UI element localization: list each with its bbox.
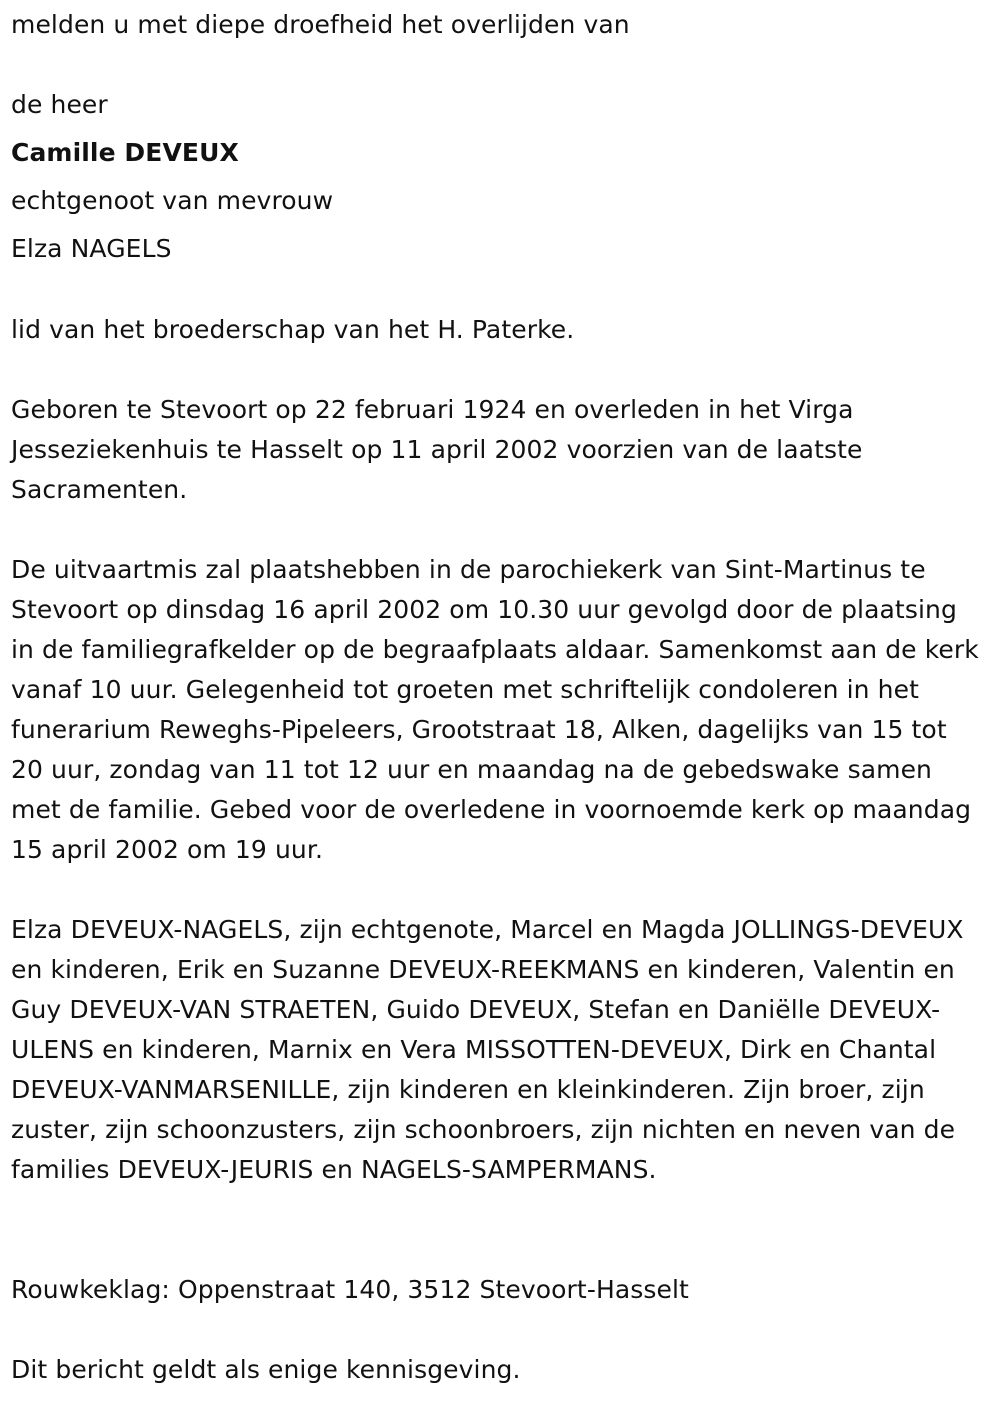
membership-text: lid van het broederschap van het H. Paterke.	[11, 315, 575, 344]
deceased-name: Camille DEVEUX	[11, 138, 239, 167]
spouse-label: echtgenoot van mevrouw	[11, 186, 334, 215]
birth-death-paragraph: Geboren te Stevoort op 22 februari 1924 en overleden in het Virga Jesseziekenhuis te Hasselt op 11 april 2002 voorzien van de laatste Sacramenten.	[11, 395, 863, 504]
family-paragraph: Elza DEVEUX-NAGELS, zijn echtgenote, Marcel en Magda JOLLINGS-DEVEUX en kinderen, Erik en Suzanne DEVEUX-REEKMANS en kinderen, Valentin en Guy DEVEUX-VAN STRAETEN, Guido DEVEUX, Stefan en Daniëlle DEVEUX-ULENS en kinderen, Marnix en Vera MISSOTTEN-DEVEUX, Dirk en Chantal DEVEUX-VANMARSENILLE, zijn kinderen en kleinkinderen. Zijn broer, zijn zuster, zijn schoonzusters, zijn schoonbroers, zijn nichten en neven van de families DEVEUX-JEURIS en NAGELS-SAMPERMANS.	[11, 915, 964, 1184]
funeral-paragraph: De uitvaartmis zal plaatshebben in de parochiekerk van Sint-Martinus te Stevoort op dinsdag 16 april 2002 om 10.30 uur gevolgd door de plaatsing in de familiegrafkelder op de begraafplaats aldaar. Samenkomst aan de kerk vanaf 10 uur. Gelegenheid tot groeten met schriftelijk condoleren in het funerarium Reweghs-Pipeleers, Grootstraat 18, Alken, dagelijks van 15 tot 20 uur, zondag van 11 tot 12 uur en maandag na de gebedswake samen met de familie. Gebed voor de overledene in voornoemde kerk op maandag 15 april 2002 om 19 uur.	[11, 555, 979, 864]
mourning-address: Rouwkeklag: Oppenstraat 140, 3512 Stevoort-Hasselt	[11, 1275, 689, 1304]
closing-text: Dit bericht geldt als enige kennisgeving.	[11, 1355, 521, 1384]
salutation: de heer	[11, 90, 108, 119]
spouse-name: Elza NAGELS	[11, 234, 172, 263]
intro-text: melden u met diepe droefheid het overlijden van	[11, 10, 630, 39]
